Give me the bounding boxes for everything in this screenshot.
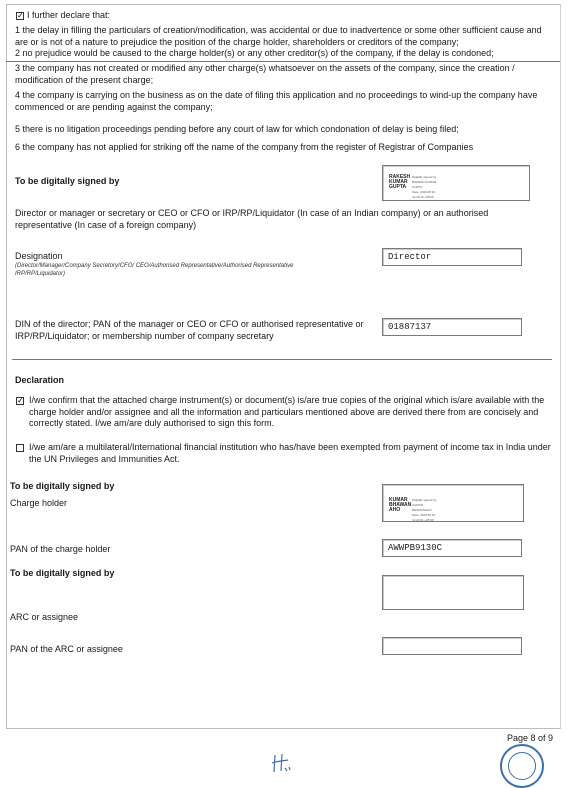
declare-item-4: 4 the company is carrying on the business as on the date of filing this application and no proceedings to wind-up the company have commenced or are pending against the company; [15, 90, 538, 112]
declaration-heading: Declaration [15, 375, 65, 385]
declare-item-3: 3 the company has not created or modified any other charge(s) whatsoever on the assets of the company, since the creation / modification of the present charge; [15, 63, 515, 85]
company-seal-icon [500, 744, 544, 788]
director-signature-box[interactable] [382, 165, 530, 201]
declaration-exempt-checkbox[interactable] [16, 444, 24, 452]
din-label: DIN of the director; PAN of the manager or CEO or CFO or authorised representative or IRP/RP/Liquidator; or membership number of company secretary [15, 319, 364, 341]
charge-holder-pan-label: PAN of the charge holder [10, 544, 111, 554]
check-mark-icon: ✓ [17, 11, 24, 20]
section-divider [12, 359, 552, 360]
declare-item-2: 2 no prejudice would be caused to the charge holder(s) or any other creditor(s) of the company, if the delay is condoned; [15, 48, 494, 58]
arc-signature-box[interactable] [382, 575, 524, 610]
declare-item-1: 1 the delay in filling the particulars of creation/modification, was accidental or due to inadvertence or some other sufficient cause and are or is not of a nature to prejudice the position of the charge holder, shareholders or creditors of the company; [15, 25, 542, 47]
further-declare-checkbox[interactable] [16, 12, 24, 20]
charge-holder-label: Charge holder [10, 498, 68, 508]
arc-heading: To be digitally signed by [10, 568, 115, 578]
signatory-role-text: Director or manager or secretary or CEO or CFO or IRP/RP/Liquidator (In case of an Indian company) or an authorised representative (In case of a foreign company) [15, 208, 489, 230]
director-signature: RAKESH KUMAR GUPTA Digitally signed by RAKESH KUMAR GUPTA Date: 2023.05.16 11:16:19 +05'30' [389, 174, 437, 199]
page-number: Page 8 of 9 [507, 733, 554, 743]
declaration-confirm-text: I/we confirm that the attached charge instrument(s) or document(s) is/are true copies of the original which is/are available with the charge holder and/or assignee and all the information and particulars mentioned above are derived there from are concisely and correctly stated. I/we am/are duly authorised to sign this form. [29, 395, 545, 428]
charge-holder-signature: KUMAR BHAWAN AHO Digitally signed by KUMAR BHAWANAHO Date: 2023.05.16 11:21:01 +05'30' [389, 497, 437, 522]
designation-field[interactable]: Director [382, 248, 522, 266]
declaration-confirm-checkbox[interactable] [16, 397, 24, 405]
check-mark-icon: ✓ [17, 396, 24, 405]
arc-label: ARC or assignee [10, 612, 79, 622]
declaration-exempt-text: I/we am/are a multilateral/International financial institution who has/have been exempted from payment of income tax in India under the UN Privileges and Immunities Act. [29, 442, 551, 464]
charge-holder-pan-field[interactable]: AWWPB9130C [382, 539, 522, 557]
arc-pan-label: PAN of the ARC or assignee [10, 644, 123, 654]
charge-holder-signature-box[interactable] [382, 484, 524, 522]
section-divider [6, 61, 560, 62]
signatory-heading: To be digitally signed by [15, 176, 120, 186]
charge-holder-heading: To be digitally signed by [10, 481, 115, 491]
designation-hint: (Director/Manager/Company Secretory/CFO/ CEO/Authorised Representative/Authorised Representative IRP/RP/Liquidator) [15, 263, 294, 277]
initials-signature-icon [270, 752, 292, 774]
arc-pan-field[interactable] [382, 637, 522, 655]
declare-item-6: 6 the company has not applied for striking off the name of the company from the register of Registrar of Companies [15, 142, 474, 152]
din-field[interactable]: 01887137 [382, 318, 522, 336]
further-declare-heading: I further declare that: [27, 10, 111, 20]
designation-label: Designation [15, 251, 63, 261]
declare-item-5: 5 there is no litigation proceedings pending before any court of law for which condonation of delay is being filed; [15, 124, 459, 134]
